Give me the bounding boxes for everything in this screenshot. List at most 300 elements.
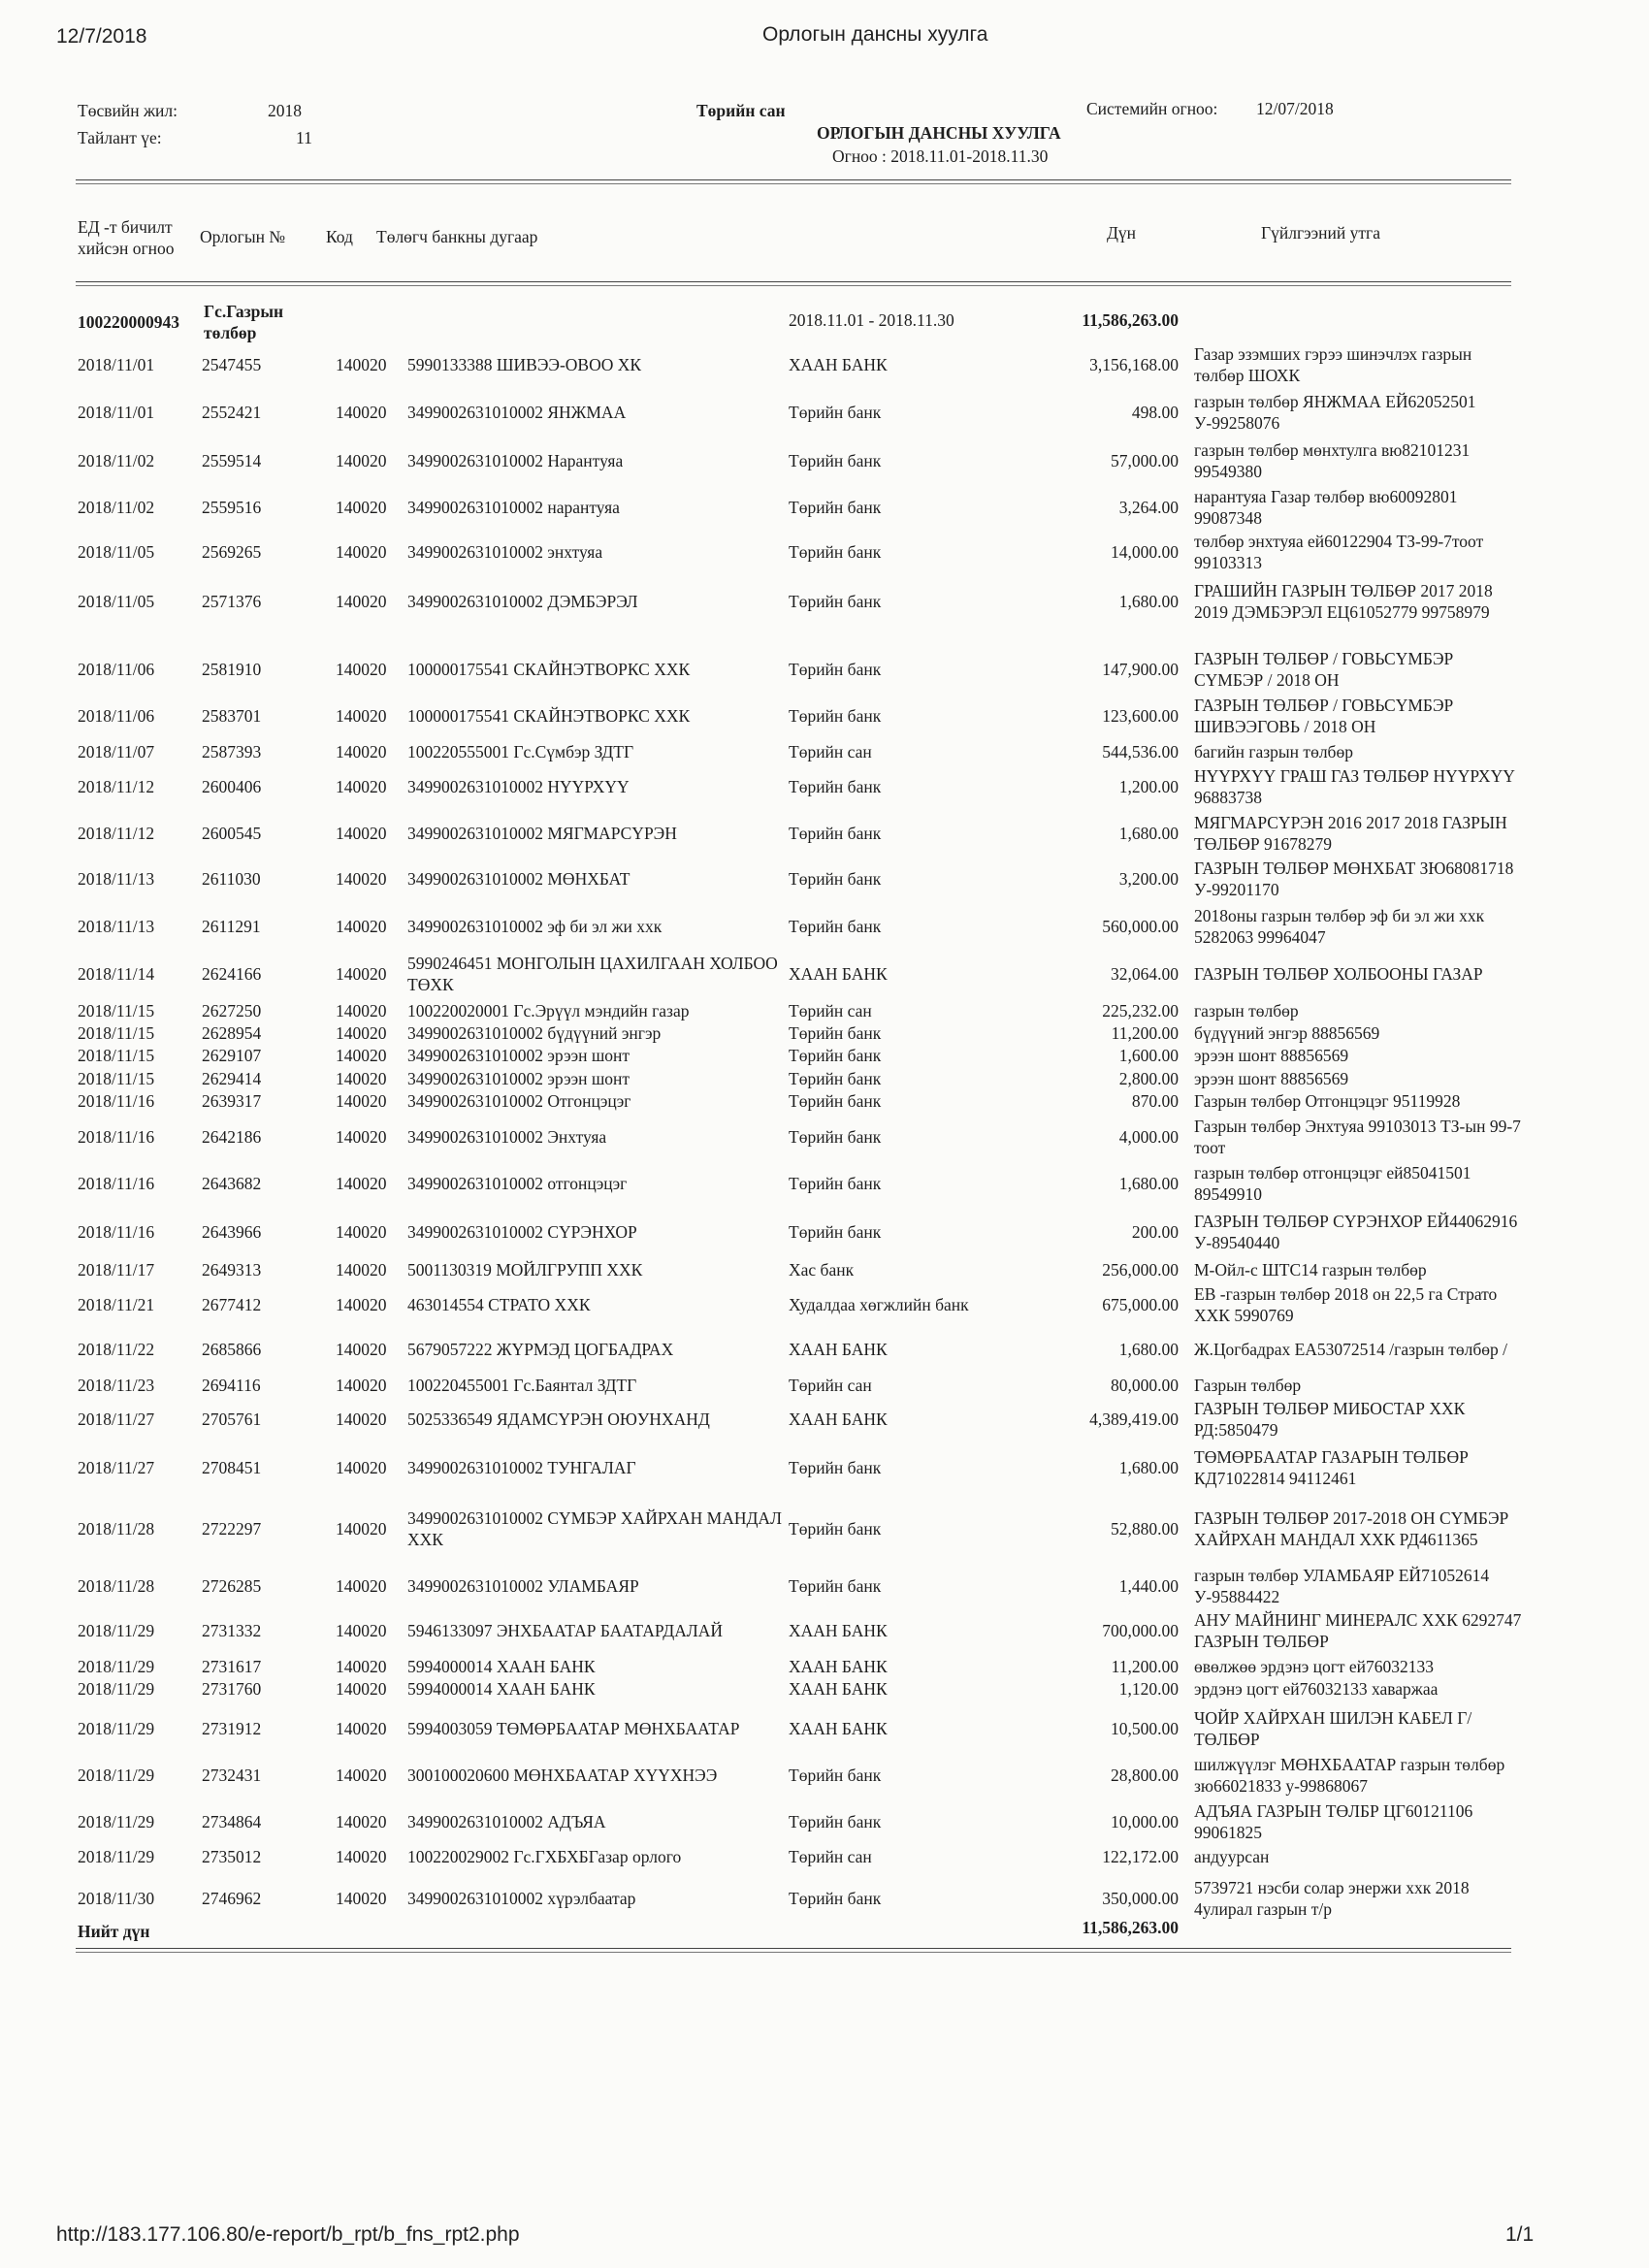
row-amount-text: 80,000.00 [1111,1375,1179,1395]
row-date-text: 2018/11/01 [78,354,155,374]
row-amount-text: 1,680.00 [1118,823,1179,843]
row-receipt-number-text: 2642186 [202,1126,262,1147]
row-payer-account-text: 3499002631010002 энхтуяа [407,542,603,562]
row-receipt-number [202,1705,261,1752]
row-description-text: 2018оны газрын төлбөр эф би эл жи ххк 5282063 99964047 [1194,906,1485,947]
row-description-text: андуурсан [1194,1847,1270,1866]
row-date-text: 2018/11/05 [78,591,155,611]
row-bank [789,1160,881,1207]
row-payer-account-text: 100220455001 Гс.Баянтал ЗДТГ [407,1376,637,1395]
row-description-text: ЕВ -газрын төлбөр 2018 он 22,5 га Страто ХХК 5990769 [1194,1284,1498,1325]
row-bank-text: ХААН БАНК [789,1678,888,1699]
table-row [0,1655,1649,1678]
row-code-text: 140020 [336,1068,387,1088]
row-code-text: 140020 [336,1375,387,1395]
row-receipt-number-text: 2643682 [202,1173,262,1193]
row-date-text: 2018/11/16 [78,1090,155,1111]
row-amount [1102,1257,1179,1282]
row-code-text: 140020 [336,1173,387,1193]
row-amount-text: 52,880.00 [1111,1518,1179,1539]
row-receipt-number [202,1067,261,1090]
row-receipt-number-text: 2731760 [202,1678,262,1699]
table-row [0,1563,1649,1609]
row-payer-account [407,1607,784,1654]
row-bank-text: Төрийн банк [789,1221,882,1242]
row-amount [1111,1495,1179,1563]
row-payer-account-text: 100000175541 СКАЙНЭТВОРКС ХХК [407,660,691,679]
table-row [0,437,1649,484]
row-bank-text: Төрийн банк [789,659,882,679]
row-code-text: 140020 [336,450,387,470]
row-payer-account [407,1705,784,1752]
row-payer-account [407,1281,784,1328]
row-code [336,1444,387,1491]
row-amount [1089,340,1179,390]
row-amount [1111,437,1179,484]
row-code-text: 140020 [336,1811,387,1831]
row-bank [789,567,881,635]
table-row [0,810,1649,857]
row-payer-account [407,646,784,693]
row-date-text: 2018/11/07 [78,741,155,761]
row-description [1194,1044,1524,1067]
row-amount-text: 544,536.00 [1102,741,1179,761]
row-date-text: 2018/11/28 [78,1575,155,1596]
row-bank-text: ХААН БАНК [789,1656,888,1676]
table-row [0,1067,1649,1090]
row-receipt-number [202,739,261,764]
row-date-text: 2018/11/29 [78,1656,155,1676]
org-name: Төрийн сан [696,101,786,120]
row-date [78,1209,154,1255]
grand-total: 11,586,263.00 [1082,1918,1179,1937]
row-receipt-number-text: 2735012 [202,1846,262,1866]
row-description [1194,1089,1524,1113]
row-description-text: эрээн шонт 88856569 [1194,1046,1349,1065]
row-receipt-number-text: 2746962 [202,1888,262,1908]
row-code [336,948,387,1000]
row-receipt-number [202,1281,261,1328]
row-code-text: 140020 [336,741,387,761]
row-receipt-number-text: 2731332 [202,1620,262,1640]
row-bank-text: Төрийн сан [789,1375,872,1395]
row-payer-account-text: 3499002631010002 хүрэлбаатар [407,1889,636,1908]
table-row [0,1798,1649,1845]
row-bank-text: Төрийн банк [789,1765,882,1785]
row-code-text: 140020 [336,776,387,796]
row-amount [1102,1607,1179,1654]
row-date-text: 2018/11/29 [78,1846,155,1866]
row-code [336,1607,387,1654]
row-amount [1102,1281,1179,1328]
row-description-text: 5739721 нэсби солар энержи ххк 2018 4улирал газрын т/р [1194,1878,1470,1919]
row-bank [789,393,881,432]
row-date-text: 2018/11/15 [78,1045,155,1065]
row-description-text: АДЪЯА ГАЗРЫН ТӨЛБР ЦГ60121106 99061825 [1194,1801,1473,1842]
row-receipt-number [202,1563,261,1609]
row-description-text: эрдэнэ цогт ей76032133 хаваржаа [1194,1679,1439,1699]
row-amount [1119,1677,1179,1701]
row-code [336,739,387,764]
table-row [0,948,1649,1000]
row-date [78,1844,154,1869]
row-bank [789,1607,888,1654]
col-receipt-number: Орлогын № [200,227,286,246]
row-receipt-number-text: 2705761 [202,1409,262,1429]
row-payer-account [407,1752,784,1798]
grand-total-label: Нийт дүн [78,1922,150,1941]
row-bank-text: Төрийн банк [789,1022,882,1043]
row-date-text: 2018/11/15 [78,1022,155,1043]
row-date [78,484,154,531]
row-description-text: газрын төлбөр [1194,1001,1299,1021]
row-receipt-number [202,1655,261,1678]
budget-year: 2018 [268,101,302,120]
row-date-text: 2018/11/28 [78,1518,155,1539]
row-payer-account-text: 3499002631010002 Отгонцэцэг [407,1091,631,1111]
row-receipt-number-text: 2639317 [202,1090,262,1111]
row-description [1194,1021,1524,1045]
row-payer-account [407,1844,784,1869]
period: 11 [296,128,312,147]
row-code-text: 140020 [336,1409,387,1429]
row-description-text: Ж.Цогбадрах ЕА53072514 /газрын төлбөр / [1194,1340,1508,1359]
row-code-text: 140020 [336,1294,387,1314]
row-code-text: 140020 [336,1765,387,1785]
row-code [336,1705,387,1752]
row-receipt-number [202,1798,261,1845]
row-bank-text: ХААН БАНК [789,1620,888,1640]
row-receipt-number [202,1021,261,1045]
row-receipt-number [202,1844,261,1869]
row-amount [1119,567,1179,635]
row-description [1194,1281,1524,1328]
row-receipt-number [202,1160,261,1207]
row-receipt-number-text: 2731912 [202,1718,262,1738]
row-receipt-number-text: 2628954 [202,1022,262,1043]
row-bank-text: Төрийн сан [789,1000,872,1021]
row-date [78,1089,154,1113]
row-code [336,1752,387,1798]
row-amount-text: 1,680.00 [1118,1339,1179,1359]
row-code-text: 140020 [336,705,387,726]
row-amount-text: 4,000.00 [1118,1126,1179,1147]
row-bank-text: Төрийн банк [789,776,882,796]
row-bank [789,1705,888,1752]
row-receipt-number-text: 2569265 [202,541,262,562]
row-date-text: 2018/11/14 [78,963,155,984]
row-amount-text: 1,600.00 [1118,1045,1179,1065]
row-description [1194,484,1524,531]
table-row [0,1209,1649,1255]
row-payer-account [407,1563,784,1609]
row-description-text: Газрын төлбөр Отгонцэцэг 95119928 [1194,1091,1461,1111]
row-date-text: 2018/11/02 [78,497,155,517]
period-label: Тайлант үе: [78,128,162,147]
row-code-text: 140020 [336,1678,387,1699]
row-code [336,1677,387,1701]
row-code [336,1067,387,1090]
row-description-text: шилжүүлэг МӨНХБААТАР газрын төлбөр зю66021833 у-99868067 [1194,1755,1505,1796]
row-description [1194,1752,1524,1798]
row-date-text: 2018/11/22 [78,1339,155,1359]
row-description [1194,1655,1524,1678]
table-row [0,1373,1649,1398]
row-receipt-number-text: 2571376 [202,591,262,611]
row-amount-text: 560,000.00 [1102,916,1179,936]
row-code-text: 140020 [336,1339,387,1359]
row-description-text: ГАЗРЫН ТӨЛБӨР ХОЛБООНЫ ГАЗАР [1194,964,1483,984]
row-receipt-number-text: 2726285 [202,1575,262,1596]
row-description-text: НҮҮРХҮҮ ГРАШ ГАЗ ТӨЛБӨР НҮҮРХҮҮ 96883738 [1194,766,1515,807]
row-bank [789,1209,881,1255]
row-code-text: 140020 [336,1518,387,1539]
row-bank [789,1844,872,1869]
row-amount [1111,1705,1179,1752]
table-row [0,1257,1649,1282]
row-description [1194,1495,1524,1563]
row-bank [789,763,881,810]
row-receipt-number-text: 2587393 [202,741,262,761]
row-payer-account-text: 100220029002 Гс.ГХБХБГазар орлого [407,1847,682,1866]
row-description [1194,856,1524,902]
row-receipt-number [202,484,261,531]
row-code-text: 140020 [336,1000,387,1021]
row-bank [789,437,881,484]
row-amount-text: 1,680.00 [1118,1457,1179,1477]
group-name: Гс.Газрын төлбөр [204,302,284,342]
row-receipt-number-text: 2600545 [202,823,262,843]
row-date [78,1281,154,1328]
row-date-text: 2018/11/21 [78,1294,155,1314]
row-receipt-number [202,693,261,739]
row-date [78,1257,154,1282]
row-date-text: 2018/11/13 [78,916,155,936]
row-bank-text: Төрийн сан [789,1846,872,1866]
row-receipt-number [202,763,261,810]
row-receipt-number-text: 2722297 [202,1518,262,1539]
row-bank-text: Төрийн банк [789,1173,882,1193]
row-description [1194,1067,1524,1090]
row-code [336,1114,387,1160]
row-description [1194,1875,1524,1922]
row-amount-text: 122,172.00 [1102,1846,1179,1866]
table-row [0,1021,1649,1045]
row-payer-account [407,484,784,531]
row-bank-text: Төрийн банк [789,541,882,562]
row-date-text: 2018/11/29 [78,1811,155,1831]
row-amount-text: 498.00 [1131,402,1179,422]
row-amount [1102,693,1179,739]
row-date [78,739,154,764]
group-range: 2018.11.01 - 2018.11.30 [789,310,954,330]
row-payer-account-text: 3499002631010002 СҮРЭНХОР [407,1222,637,1242]
page-url[interactable]: http://183.177.106.80/e-report/b_rpt/b_fns_rpt2.php [56,2223,520,2246]
row-bank-text: ХААН БАНК [789,1718,888,1738]
row-bank [789,1798,881,1845]
row-bank [789,1563,881,1609]
row-code-text: 140020 [336,1259,387,1280]
table-row [0,1044,1649,1067]
row-bank [789,340,888,390]
row-date [78,1373,154,1398]
row-description [1194,1160,1524,1207]
row-payer-account [407,1067,784,1090]
header-rule [76,179,1511,180]
row-receipt-number-text: 2552421 [202,402,262,422]
row-receipt-number-text: 2559516 [202,497,262,517]
table-row [0,693,1649,739]
page-title: Орлогын дансны хуулга [762,23,988,46]
row-receipt-number [202,1495,261,1563]
row-bank-text: Төрийн банк [789,1068,882,1088]
row-amount-text: 147,900.00 [1102,659,1179,679]
row-receipt-number-text: 2685866 [202,1339,262,1359]
row-date [78,1495,154,1563]
table-row [0,999,1649,1022]
col-description: Гүйлгээний утга [1261,223,1380,243]
row-payer-account [407,1373,784,1398]
row-code [336,999,387,1022]
row-bank [789,1021,881,1045]
row-payer-account-text: 5994000014 ХААН БАНК [407,1679,596,1699]
row-code-text: 140020 [336,1022,387,1043]
row-payer-account [407,340,784,390]
row-bank [789,1495,881,1563]
row-bank-text: Төрийн банк [789,450,882,470]
row-receipt-number-text: 2611030 [202,868,261,889]
row-amount-text: 11,200.00 [1111,1656,1179,1676]
row-date [78,393,154,432]
row-code-text: 140020 [336,1575,387,1596]
row-code [336,1326,387,1373]
row-code-text: 140020 [336,1126,387,1147]
row-bank [789,1444,881,1491]
row-amount-text: 57,000.00 [1111,450,1179,470]
row-bank [789,1281,969,1328]
row-code-text: 140020 [336,1221,387,1242]
table-row [0,1326,1649,1373]
row-amount [1111,948,1179,1000]
row-bank-text: Төрийн банк [789,1575,882,1596]
row-description-text: Газрын төлбөр [1194,1376,1302,1395]
table-row [0,1875,1649,1922]
row-payer-account [407,1655,784,1678]
table-row [0,1705,1649,1752]
row-bank-text: Төрийн банк [789,497,882,517]
row-date [78,1396,154,1442]
row-payer-account [407,903,784,950]
row-description-text: ГРАШИЙН ГАЗРЫН ТӨЛБӨР 2017 2018 2019 ДЭМБЭРЭЛ ЕЦ61052779 99758979 [1194,581,1493,622]
row-code-text: 140020 [336,1718,387,1738]
table-row [0,1396,1649,1442]
row-payer-account [407,437,784,484]
row-bank [789,693,881,739]
row-description-text: нарантуяа Газар төлбөр вю60092801 99087348 [1194,487,1458,528]
row-payer-account-text: 3499002631010002 МЯГМАРСҮРЭН [407,824,677,843]
row-date [78,999,154,1022]
row-payer-account [407,810,784,857]
row-amount-text: 256,000.00 [1102,1259,1179,1280]
row-description [1194,567,1524,635]
row-receipt-number [202,1677,261,1701]
row-date [78,1444,154,1491]
row-bank [789,1326,888,1373]
row-payer-account [407,1021,784,1045]
row-date [78,1705,154,1752]
table-row [0,1444,1649,1491]
row-bank-text: Төрийн банк [789,823,882,843]
row-date-text: 2018/11/06 [78,659,155,679]
row-payer-account-text: 3499002631010002 нарантуяа [407,498,620,517]
row-receipt-number [202,1396,261,1442]
col-date-line2: хийсэн огноо [78,239,175,258]
row-payer-account-text: 5990133388 ШИВЭЭ-ОВОО ХК [407,355,642,374]
row-code [336,1160,387,1207]
row-bank-text: Хас банк [789,1259,855,1280]
row-payer-account-text: 3499002631010002 эрээн шонт [407,1069,630,1088]
row-code [336,1396,387,1442]
table-row [0,340,1649,390]
row-payer-account-text: 5679057222 ЖҮРМЭД ЦОГБАДРАХ [407,1340,674,1359]
row-bank [789,646,881,693]
row-date-text: 2018/11/15 [78,1000,155,1021]
row-amount-text: 32,064.00 [1111,963,1179,984]
row-receipt-number [202,999,261,1022]
row-amount-text: 350,000.00 [1102,1888,1179,1908]
row-description-text: ГАЗРЫН ТӨЛБӨР / ГОВЬСҮМБЭР СҮМБЭР / 2018 ОН [1194,649,1454,690]
group-account: 100220000943 [78,312,179,332]
footer-rule [76,1948,1511,1949]
row-description [1194,810,1524,857]
row-bank [789,1044,881,1067]
row-date [78,1655,154,1678]
row-description-text: газрын төлбөр УЛАМБАЯР ЕЙ71052614 У-95884422 [1194,1566,1490,1606]
row-date [78,903,154,950]
row-description [1194,739,1524,764]
row-date-text: 2018/11/12 [78,823,155,843]
row-receipt-number-text: 2629414 [202,1068,262,1088]
col-code: Код [326,227,353,246]
row-receipt-number [202,1607,261,1654]
row-amount-text: 3,156,168.00 [1089,354,1179,374]
row-payer-account [407,1677,784,1701]
row-payer-account [407,1396,784,1442]
row-code [336,763,387,810]
row-receipt-number-text: 2677412 [202,1294,262,1314]
row-date [78,1607,154,1654]
row-code-text: 140020 [336,963,387,984]
row-date-text: 2018/11/01 [78,402,155,422]
row-receipt-number [202,810,261,857]
row-code-text: 140020 [336,591,387,611]
row-code [336,1495,387,1563]
row-amount [1119,1326,1179,1373]
row-description [1194,948,1524,1000]
row-date [78,948,154,1000]
row-payer-account-text: 3499002631010002 Энхтуяа [407,1127,607,1147]
row-payer-account [407,1114,784,1160]
row-date-text: 2018/11/06 [78,705,155,726]
row-bank [789,999,872,1022]
row-description-text: газрын төлбөр ЯНЖМАА ЕЙ62052501 У-99258076 [1194,392,1476,433]
row-payer-account-text: 463014554 СТРАТО ХХК [407,1295,591,1314]
col-payer-account: Төлөгч банкны дугаар [376,227,538,246]
row-description-text: ЧОЙР ХАЙРХАН ШИЛЭН КАБЕЛ Г/ ТӨЛБӨР [1194,1708,1472,1749]
row-payer-account [407,763,784,810]
row-payer-account-text: 100220555001 Гс.Сүмбэр ЗДТГ [407,742,634,761]
row-amount-text: 225,232.00 [1102,1000,1179,1021]
